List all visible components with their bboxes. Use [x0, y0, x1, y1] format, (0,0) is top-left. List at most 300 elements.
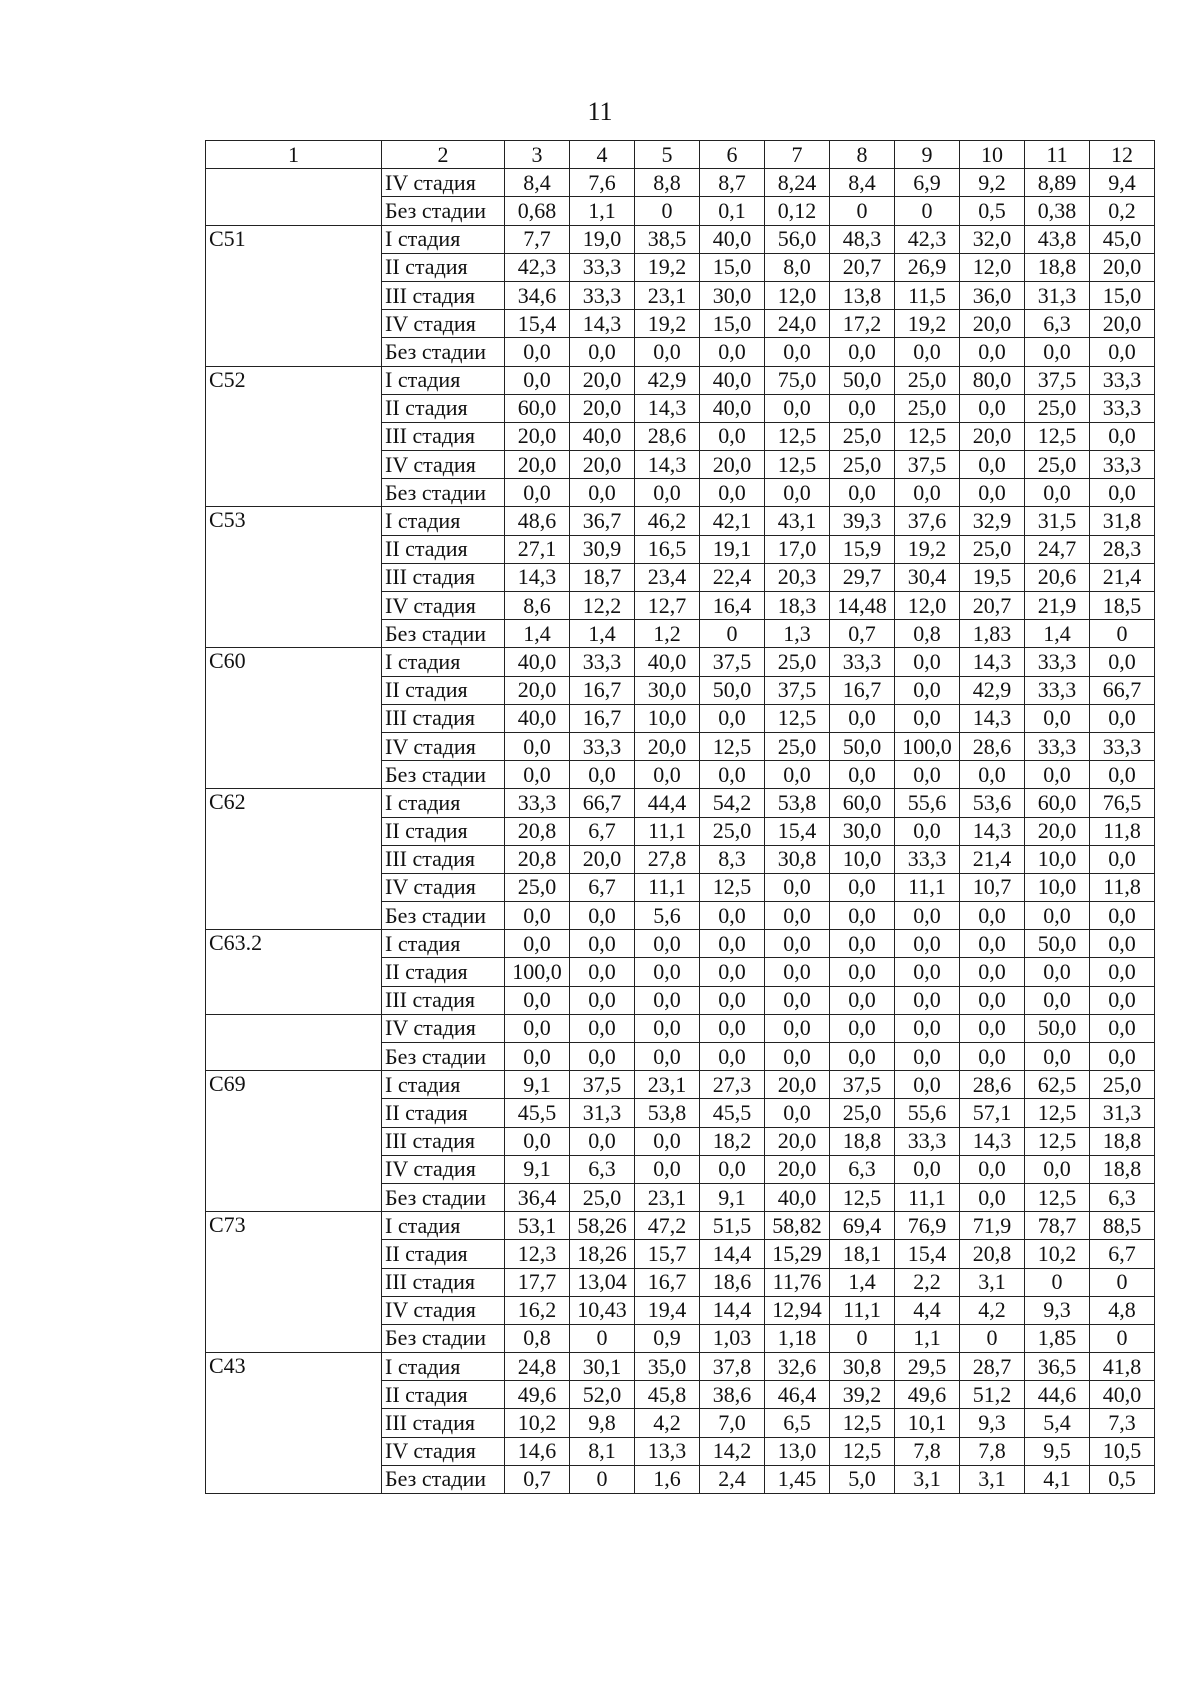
value-cell: 20,0 [960, 422, 1025, 450]
stage-label-cell: III стадия [382, 422, 505, 450]
value-cell: 1,1 [895, 1324, 960, 1352]
value-cell: 15,7 [635, 1240, 700, 1268]
value-cell: 0,0 [765, 1043, 830, 1071]
value-cell: 36,4 [505, 1183, 570, 1211]
value-cell: 4,8 [1090, 1296, 1155, 1324]
value-cell: 49,6 [895, 1381, 960, 1409]
value-cell: 0,0 [895, 958, 960, 986]
value-cell: 1,4 [830, 1268, 895, 1296]
value-cell: 20,8 [505, 817, 570, 845]
value-cell: 42,3 [505, 253, 570, 281]
value-cell: 1,3 [765, 620, 830, 648]
stage-label-cell: IV стадия [382, 1155, 505, 1183]
value-cell: 50,0 [1025, 930, 1090, 958]
value-cell: 0,0 [830, 1043, 895, 1071]
value-cell: 20,0 [570, 394, 635, 422]
value-cell: 5,0 [830, 1465, 895, 1493]
stage-label-cell: III стадия [382, 704, 505, 732]
value-cell: 8,4 [830, 169, 895, 197]
value-cell: 7,0 [700, 1409, 765, 1437]
value-cell: 0,0 [570, 1127, 635, 1155]
value-cell: 18,26 [570, 1240, 635, 1268]
value-cell: 0,0 [635, 930, 700, 958]
value-cell: 20,0 [1090, 253, 1155, 281]
value-cell: 0,0 [765, 958, 830, 986]
value-cell: 0,0 [1025, 1043, 1090, 1071]
value-cell: 12,5 [1025, 1183, 1090, 1211]
value-cell: 88,5 [1090, 1212, 1155, 1240]
value-cell: 42,9 [960, 676, 1025, 704]
value-cell: 16,7 [570, 704, 635, 732]
value-cell: 8,4 [505, 169, 570, 197]
value-cell: 8,3 [700, 845, 765, 873]
value-cell: 0,2 [1090, 197, 1155, 225]
value-cell: 11,1 [635, 873, 700, 901]
value-cell: 0,0 [505, 930, 570, 958]
value-cell: 12,5 [830, 1409, 895, 1437]
value-cell: 62,5 [1025, 1071, 1090, 1099]
value-cell: 11,76 [765, 1268, 830, 1296]
value-cell: 0,0 [700, 1155, 765, 1183]
value-cell: 0,0 [765, 986, 830, 1014]
value-cell: 17,0 [765, 535, 830, 563]
value-cell: 30,8 [765, 845, 830, 873]
stage-label-cell: Без стадии [382, 761, 505, 789]
value-cell: 19,0 [570, 225, 635, 253]
value-cell: 0,0 [570, 986, 635, 1014]
stage-label-cell: I стадия [382, 1353, 505, 1381]
value-cell: 17,7 [505, 1268, 570, 1296]
value-cell: 7,3 [1090, 1409, 1155, 1437]
value-cell: 0,0 [895, 817, 960, 845]
value-cell: 39,2 [830, 1381, 895, 1409]
value-cell: 0,8 [505, 1324, 570, 1352]
value-cell: 37,5 [570, 1071, 635, 1099]
value-cell: 25,0 [765, 648, 830, 676]
value-cell: 33,3 [830, 648, 895, 676]
value-cell: 75,0 [765, 366, 830, 394]
value-cell: 0,0 [1025, 902, 1090, 930]
value-cell: 0,0 [830, 873, 895, 901]
value-cell: 10,0 [1025, 845, 1090, 873]
value-cell: 14,3 [570, 310, 635, 338]
value-cell: 0,0 [765, 338, 830, 366]
value-cell: 14,4 [700, 1240, 765, 1268]
value-cell: 10,5 [1090, 1437, 1155, 1465]
value-cell: 13,8 [830, 281, 895, 309]
value-cell: 46,4 [765, 1381, 830, 1409]
stage-label-cell: III стадия [382, 281, 505, 309]
value-cell: 0,0 [635, 761, 700, 789]
value-cell: 1,6 [635, 1465, 700, 1493]
value-cell: 15,4 [895, 1240, 960, 1268]
diagnosis-code-cell: С51 [206, 225, 382, 366]
value-cell: 11,8 [1090, 873, 1155, 901]
value-cell: 8,1 [570, 1437, 635, 1465]
value-cell: 0 [570, 1465, 635, 1493]
value-cell: 14,4 [700, 1296, 765, 1324]
value-cell: 37,5 [765, 676, 830, 704]
stage-label-cell: III стадия [382, 1127, 505, 1155]
value-cell: 0,0 [960, 479, 1025, 507]
value-cell: 4,2 [635, 1409, 700, 1437]
stage-label-cell: IV стадия [382, 1014, 505, 1042]
value-cell: 8,0 [765, 253, 830, 281]
value-cell: 0,0 [960, 451, 1025, 479]
value-cell: 0,0 [1090, 930, 1155, 958]
value-cell: 28,6 [960, 1071, 1025, 1099]
value-cell: 0,0 [765, 761, 830, 789]
value-cell: 40,0 [700, 366, 765, 394]
value-cell: 37,5 [700, 648, 765, 676]
value-cell: 11,5 [895, 281, 960, 309]
value-cell: 0,0 [895, 986, 960, 1014]
value-cell: 15,0 [1090, 281, 1155, 309]
column-number-cell: 1 [206, 141, 382, 169]
value-cell: 8,6 [505, 592, 570, 620]
value-cell: 48,6 [505, 507, 570, 535]
value-cell: 0,0 [895, 1155, 960, 1183]
value-cell: 0,0 [505, 902, 570, 930]
value-cell: 18,3 [765, 592, 830, 620]
value-cell: 0,0 [1025, 479, 1090, 507]
value-cell: 42,3 [895, 225, 960, 253]
value-cell: 33,3 [1090, 366, 1155, 394]
value-cell: 33,3 [570, 253, 635, 281]
value-cell: 52,0 [570, 1381, 635, 1409]
value-cell: 0,0 [505, 366, 570, 394]
value-cell: 11,1 [830, 1296, 895, 1324]
value-cell: 20,0 [505, 422, 570, 450]
value-cell: 12,5 [765, 704, 830, 732]
value-cell: 19,4 [635, 1296, 700, 1324]
value-cell: 0,0 [830, 930, 895, 958]
value-cell: 0,0 [700, 958, 765, 986]
table-row [206, 366, 1155, 394]
value-cell: 0,0 [960, 1014, 1025, 1042]
value-cell: 50,0 [700, 676, 765, 704]
value-cell: 12,5 [1025, 1099, 1090, 1127]
value-cell: 0,0 [1090, 704, 1155, 732]
value-cell: 53,8 [635, 1099, 700, 1127]
value-cell: 5,4 [1025, 1409, 1090, 1437]
value-cell: 0,0 [505, 761, 570, 789]
stage-label-cell: I стадия [382, 225, 505, 253]
column-number-cell: 2 [382, 141, 505, 169]
stage-label-cell: III стадия [382, 563, 505, 591]
value-cell: 0,0 [635, 338, 700, 366]
value-cell: 0,0 [960, 761, 1025, 789]
value-cell: 33,3 [505, 789, 570, 817]
value-cell: 25,0 [830, 422, 895, 450]
value-cell: 0 [570, 1324, 635, 1352]
value-cell: 38,6 [700, 1381, 765, 1409]
value-cell: 16,7 [830, 676, 895, 704]
value-cell: 6,3 [1090, 1183, 1155, 1211]
stage-label-cell: IV стадия [382, 310, 505, 338]
value-cell: 16,7 [570, 676, 635, 704]
value-cell: 17,2 [830, 310, 895, 338]
value-cell: 44,6 [1025, 1381, 1090, 1409]
column-number-cell: 5 [635, 141, 700, 169]
value-cell: 18,1 [830, 1240, 895, 1268]
value-cell: 0,0 [570, 1014, 635, 1042]
value-cell: 0 [830, 197, 895, 225]
value-cell: 1,45 [765, 1465, 830, 1493]
value-cell: 0,0 [830, 338, 895, 366]
value-cell: 0 [895, 197, 960, 225]
value-cell: 53,1 [505, 1212, 570, 1240]
value-cell: 0,0 [635, 986, 700, 1014]
value-cell: 14,48 [830, 592, 895, 620]
value-cell: 9,1 [505, 1155, 570, 1183]
value-cell: 0,0 [635, 479, 700, 507]
value-cell: 76,5 [1090, 789, 1155, 817]
value-cell: 10,2 [505, 1409, 570, 1437]
value-cell: 37,6 [895, 507, 960, 535]
value-cell: 0,9 [635, 1324, 700, 1352]
value-cell: 0,8 [895, 620, 960, 648]
value-cell: 15,0 [700, 253, 765, 281]
value-cell: 0,0 [1090, 958, 1155, 986]
value-cell: 31,8 [1090, 507, 1155, 535]
value-cell: 0,0 [1090, 902, 1155, 930]
value-cell: 40,0 [505, 648, 570, 676]
value-cell: 0,0 [830, 761, 895, 789]
value-cell: 0,5 [1090, 1465, 1155, 1493]
value-cell: 10,0 [830, 845, 895, 873]
value-cell: 20,0 [570, 845, 635, 873]
stage-label-cell: II стадия [382, 1240, 505, 1268]
value-cell: 46,2 [635, 507, 700, 535]
value-cell: 15,4 [505, 310, 570, 338]
stage-label-cell: Без стадии [382, 620, 505, 648]
value-cell: 18,5 [1090, 592, 1155, 620]
value-cell: 0,0 [570, 338, 635, 366]
value-cell: 51,5 [700, 1212, 765, 1240]
value-cell: 69,4 [830, 1212, 895, 1240]
value-cell: 8,8 [635, 169, 700, 197]
value-cell: 20,0 [1090, 310, 1155, 338]
value-cell: 20,7 [830, 253, 895, 281]
value-cell: 12,5 [765, 451, 830, 479]
value-cell: 0,0 [1090, 1014, 1155, 1042]
value-cell: 3,1 [960, 1268, 1025, 1296]
value-cell: 66,7 [1090, 676, 1155, 704]
value-cell: 0,0 [895, 930, 960, 958]
table-row [206, 648, 1155, 676]
value-cell: 12,5 [830, 1437, 895, 1465]
value-cell: 19,2 [895, 535, 960, 563]
value-cell: 0 [1090, 620, 1155, 648]
value-cell: 16,2 [505, 1296, 570, 1324]
value-cell: 30,0 [635, 676, 700, 704]
stage-label-cell: II стадия [382, 1381, 505, 1409]
value-cell: 0,0 [505, 338, 570, 366]
value-cell: 20,0 [765, 1155, 830, 1183]
stage-label-cell: IV стадия [382, 873, 505, 901]
value-cell: 43,8 [1025, 225, 1090, 253]
table-body [206, 141, 1155, 1494]
value-cell: 60,0 [505, 394, 570, 422]
value-cell: 56,0 [765, 225, 830, 253]
value-cell: 21,4 [1090, 563, 1155, 591]
value-cell: 6,7 [570, 817, 635, 845]
stage-label-cell: IV стадия [382, 732, 505, 760]
value-cell: 13,04 [570, 1268, 635, 1296]
value-cell: 0,0 [765, 1099, 830, 1127]
value-cell: 30,0 [830, 817, 895, 845]
value-cell: 31,5 [1025, 507, 1090, 535]
column-number-cell: 4 [570, 141, 635, 169]
value-cell: 20,0 [635, 732, 700, 760]
value-cell: 9,1 [505, 1071, 570, 1099]
diagnosis-code-cell: С53 [206, 507, 382, 648]
value-cell: 45,0 [1090, 225, 1155, 253]
stage-label-cell: IV стадия [382, 592, 505, 620]
value-cell: 0,0 [505, 732, 570, 760]
table-row [206, 169, 1155, 197]
value-cell: 0 [960, 1324, 1025, 1352]
value-cell: 41,8 [1090, 1353, 1155, 1381]
value-cell: 0,0 [960, 1043, 1025, 1071]
value-cell: 0,0 [895, 676, 960, 704]
stage-label-cell: IV стадия [382, 1437, 505, 1465]
value-cell: 100,0 [505, 958, 570, 986]
value-cell: 20,6 [1025, 563, 1090, 591]
value-cell: 0,38 [1025, 197, 1090, 225]
value-cell: 40,0 [700, 225, 765, 253]
value-cell: 80,0 [960, 366, 1025, 394]
value-cell: 6,3 [570, 1155, 635, 1183]
value-cell: 57,1 [960, 1099, 1025, 1127]
value-cell: 0,12 [765, 197, 830, 225]
value-cell: 40,0 [765, 1183, 830, 1211]
value-cell: 0,0 [830, 479, 895, 507]
value-cell: 14,3 [635, 394, 700, 422]
value-cell: 0,0 [830, 1014, 895, 1042]
value-cell: 35,0 [635, 1353, 700, 1381]
value-cell: 33,3 [1025, 732, 1090, 760]
value-cell: 0,0 [635, 1127, 700, 1155]
value-cell: 11,8 [1090, 817, 1155, 845]
value-cell: 8,24 [765, 169, 830, 197]
value-cell: 50,0 [830, 366, 895, 394]
diagnosis-code-cell: С52 [206, 366, 382, 507]
value-cell: 14,3 [505, 563, 570, 591]
value-cell: 0,0 [505, 479, 570, 507]
value-cell: 0,0 [765, 394, 830, 422]
value-cell: 20,7 [960, 592, 1025, 620]
value-cell: 30,8 [830, 1353, 895, 1381]
value-cell: 1,2 [635, 620, 700, 648]
value-cell: 0,0 [830, 704, 895, 732]
value-cell: 25,0 [1090, 1071, 1155, 1099]
stage-label-cell: II стадия [382, 958, 505, 986]
stage-label-cell: IV стадия [382, 451, 505, 479]
value-cell: 12,5 [1025, 1127, 1090, 1155]
value-cell: 60,0 [830, 789, 895, 817]
value-cell: 2,2 [895, 1268, 960, 1296]
value-cell: 25,0 [570, 1183, 635, 1211]
value-cell: 0,0 [960, 902, 1025, 930]
value-cell: 53,8 [765, 789, 830, 817]
value-cell: 0,0 [505, 1127, 570, 1155]
value-cell: 0,0 [570, 930, 635, 958]
value-cell: 20,0 [505, 676, 570, 704]
value-cell: 0,0 [830, 394, 895, 422]
value-cell: 36,5 [1025, 1353, 1090, 1381]
value-cell: 14,3 [960, 704, 1025, 732]
value-cell: 9,1 [700, 1183, 765, 1211]
value-cell: 0,0 [1025, 704, 1090, 732]
value-cell: 22,4 [700, 563, 765, 591]
value-cell: 0,0 [505, 1043, 570, 1071]
value-cell: 24,8 [505, 1353, 570, 1381]
value-cell: 0,0 [1090, 479, 1155, 507]
value-cell: 33,3 [1025, 676, 1090, 704]
value-cell: 0,0 [505, 1014, 570, 1042]
value-cell: 7,7 [505, 225, 570, 253]
stage-label-cell: Без стадии [382, 1465, 505, 1493]
value-cell: 0,0 [895, 704, 960, 732]
value-cell: 6,7 [1090, 1240, 1155, 1268]
value-cell: 42,9 [635, 366, 700, 394]
value-cell: 0,0 [895, 1014, 960, 1042]
value-cell: 18,8 [1025, 253, 1090, 281]
value-cell: 12,5 [830, 1183, 895, 1211]
value-cell: 12,5 [700, 732, 765, 760]
value-cell: 0,0 [700, 338, 765, 366]
value-cell: 31,3 [1090, 1099, 1155, 1127]
value-cell: 4,1 [1025, 1465, 1090, 1493]
value-cell: 32,9 [960, 507, 1025, 535]
value-cell: 0,0 [635, 1155, 700, 1183]
value-cell: 25,0 [895, 394, 960, 422]
value-cell: 10,43 [570, 1296, 635, 1324]
value-cell: 0,7 [505, 1465, 570, 1493]
value-cell: 25,0 [765, 732, 830, 760]
column-number-cell: 3 [505, 141, 570, 169]
value-cell: 20,8 [505, 845, 570, 873]
value-cell: 24,0 [765, 310, 830, 338]
value-cell: 25,0 [830, 451, 895, 479]
value-cell: 3,1 [960, 1465, 1025, 1493]
value-cell: 0,0 [960, 986, 1025, 1014]
value-cell: 40,0 [570, 422, 635, 450]
value-cell: 6,3 [830, 1155, 895, 1183]
stage-label-cell: IV стадия [382, 169, 505, 197]
value-cell: 19,5 [960, 563, 1025, 591]
value-cell: 9,4 [1090, 169, 1155, 197]
value-cell: 18,8 [1090, 1127, 1155, 1155]
value-cell: 0,0 [960, 1183, 1025, 1211]
value-cell: 0,0 [960, 1155, 1025, 1183]
value-cell: 8,7 [700, 169, 765, 197]
value-cell: 0,0 [635, 958, 700, 986]
value-cell: 12,5 [895, 422, 960, 450]
value-cell: 12,0 [765, 281, 830, 309]
value-cell: 20,0 [505, 451, 570, 479]
value-cell: 0,0 [830, 986, 895, 1014]
diagnosis-code-cell: С43 [206, 1353, 382, 1494]
stage-label-cell: II стадия [382, 253, 505, 281]
value-cell: 0,0 [700, 479, 765, 507]
value-cell: 0,0 [1025, 761, 1090, 789]
stage-label-cell: Без стадии [382, 1324, 505, 1352]
value-cell: 12,5 [765, 422, 830, 450]
value-cell: 18,6 [700, 1268, 765, 1296]
